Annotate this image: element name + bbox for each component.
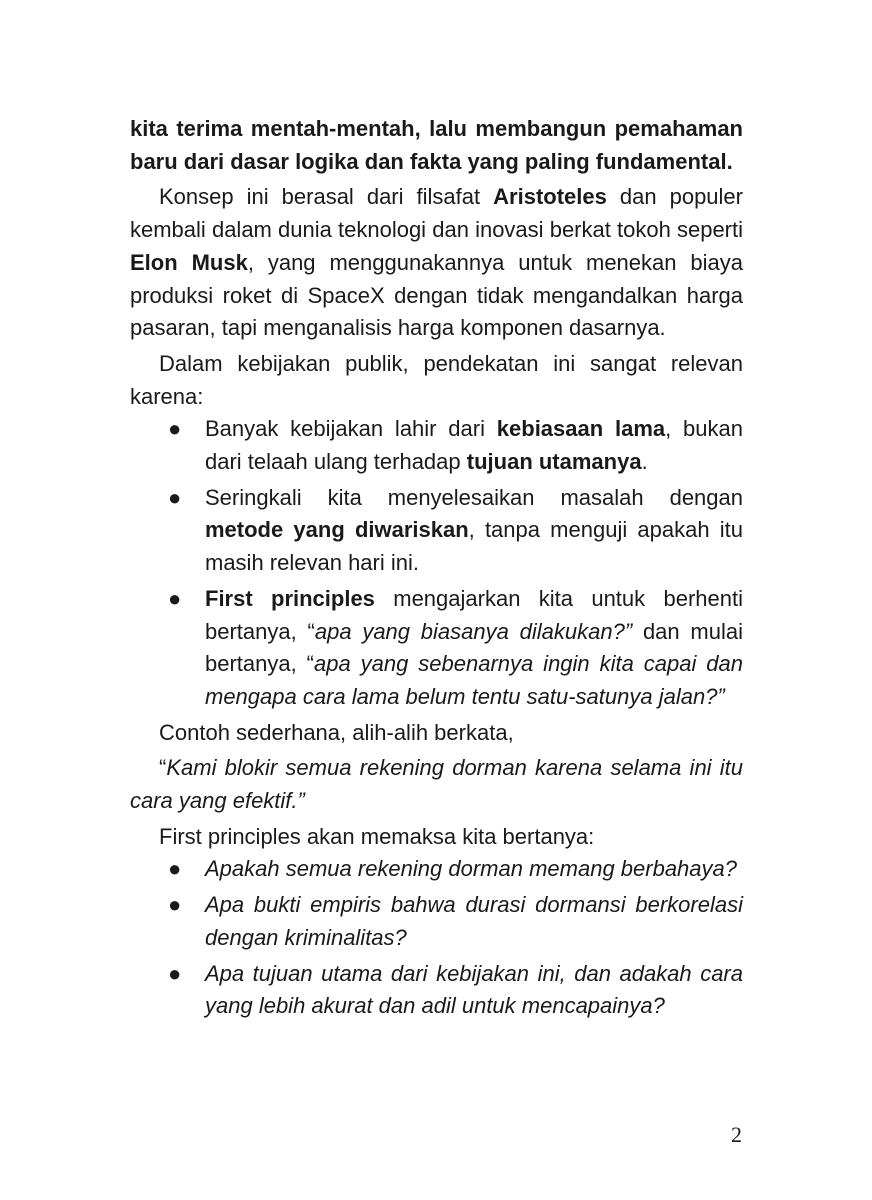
- intro-bold-text: kita terima mentah-mentah, lalu membangun pemahaman baru dari dasar logika dan fakta yang paling fundamental.: [130, 116, 743, 174]
- term-elon-musk: Elon Musk: [130, 249, 248, 275]
- paragraph-kebijakan-publik: Dalam kebijakan publik, pendekatan ini sangat relevan karena:: [130, 350, 743, 409]
- questions-list: [130, 853, 743, 1023]
- quote-text: Kami blokir semua rekening dorman karena selama ini itu cara yang efektif.”: [130, 755, 743, 814]
- paragraph-first-principles: First principles akan memaksa kita bertanya:: [159, 823, 595, 849]
- bullet-icon: ●: [168, 892, 182, 918]
- list-item: ● Apakah semua rekening dorman memang berbahaya?: [205, 853, 743, 886]
- list-item: ● Apa tujuan utama dari kebijakan ini, dan adakah cara yang lebih akurat dan adil untuk mencapainya?: [205, 958, 743, 1023]
- bullet-icon: ●: [168, 856, 182, 882]
- list-item: ● First principles mengajarkan kita untuk berhenti bertanya, “apa yang biasanya dilakukan?” dan mulai bertanya, “apa yang sebenarnya ingin kita capai dan mengapa cara lama belum tentu satu-satunya jalan?”: [205, 583, 743, 714]
- bullet-icon: ●: [168, 585, 182, 611]
- bullet-icon: ●: [168, 960, 182, 986]
- page-body: [130, 113, 743, 1023]
- list-item: ● Apa bukti empiris bahwa durasi dormansi berkorelasi dengan kriminalitas?: [205, 889, 743, 954]
- list-item: ● Seringkali kita menyelesaikan masalah dengan metode yang diwariskan, tanpa menguji apakah itu masih relevan hari ini.: [205, 482, 743, 580]
- list-item: ● Banyak kebijakan lahir dari kebiasaan lama, bukan dari telaah ulang terhadap tujuan utamanya.: [205, 413, 743, 478]
- reasons-list: [130, 413, 743, 713]
- term-aristoteles: Aristoteles: [493, 184, 607, 210]
- paragraph-contoh: Contoh sederhana, alih-alih berkata,: [159, 719, 514, 745]
- bullet-icon: ●: [168, 416, 182, 442]
- quote-paragraph: “Kami blokir semua rekening dorman karena selama ini itu cara yang efektif.”: [130, 755, 743, 814]
- paragraph-aristoteles: Konsep ini berasal dari filsafat Aristoteles dan populer kembali dalam dunia teknologi dan inovasi berkat tokoh seperti Elon Musk, yang menggunakannya untuk menekan biaya produksi roket di SpaceX dengan tidak mengandalkan harga pasaran, tapi menganalisis harga komponen dasarnya.: [130, 184, 743, 341]
- bullet-icon: ●: [168, 484, 182, 510]
- page-number: 2: [731, 1122, 742, 1147]
